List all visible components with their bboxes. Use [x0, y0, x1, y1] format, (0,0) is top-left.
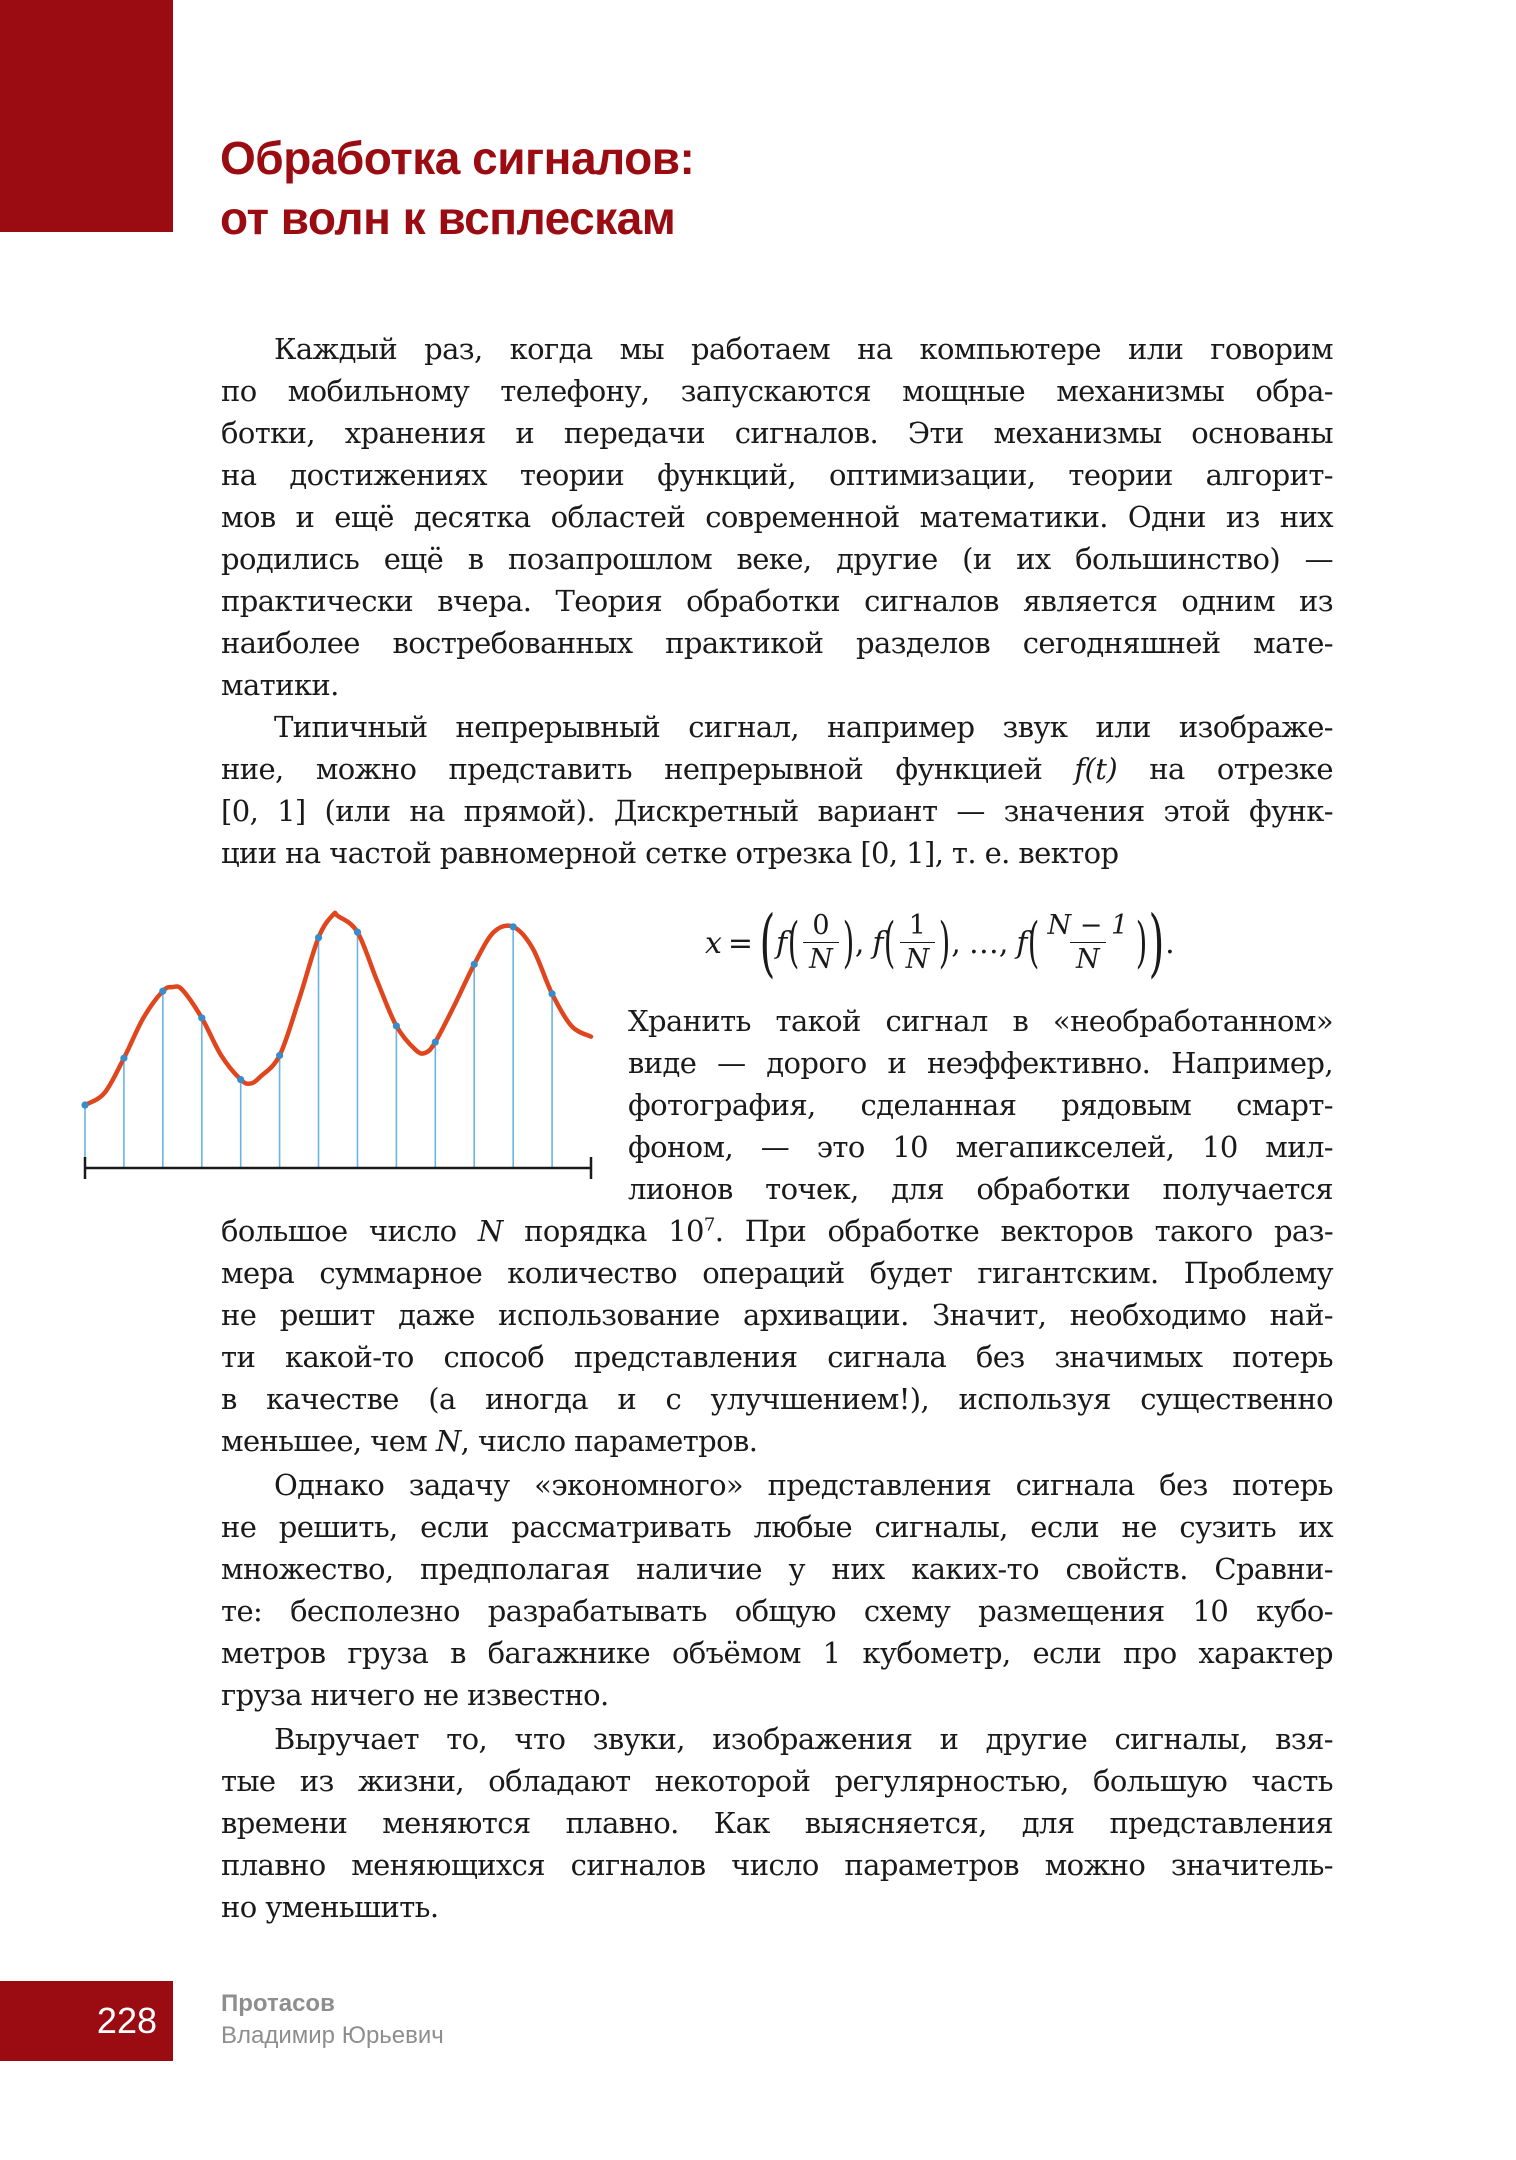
- denominator: N: [1070, 942, 1106, 977]
- text-line: в качестве (а иногда и с улучшением!), используя существенно: [221, 1382, 1333, 1416]
- math-n: N: [477, 1214, 503, 1248]
- text-span: ние, можно представить непрерывной функцией: [221, 752, 1075, 786]
- sample-point: [548, 990, 555, 997]
- formula-fraction-1: [900, 910, 936, 977]
- text-line: не решит даже использование архивации. Значит, необходимо най-: [221, 1298, 1333, 1332]
- text-line: груза ничего не известно.: [221, 1678, 609, 1712]
- text-line: Хранить такой сигнал в «необработанном»: [628, 1004, 1333, 1038]
- formula-equals: =: [727, 925, 754, 961]
- formula-lhs: x: [705, 925, 722, 961]
- denominator: N: [803, 942, 839, 977]
- text-line: [0, 1] (или на прямой). Дискретный вариант — значения этой функ-: [221, 794, 1333, 828]
- text-line: ти какой-то способ представления сигнала без значимых потерь: [221, 1340, 1333, 1374]
- formula-paren: (: [1028, 911, 1040, 974]
- page-number: 228: [96, 2000, 157, 2041]
- sample-point: [81, 1101, 88, 1108]
- text-line-n: [221, 1210, 1333, 1252]
- text-span: . При обработке векторов такого раз-: [714, 1214, 1334, 1248]
- sample-point: [393, 1022, 400, 1029]
- text-line: множество, предполагая наличие у них каких-то свойств. Сравни-: [221, 1552, 1333, 1586]
- text-line: фотография, сделанная рядовым смарт-: [628, 1088, 1333, 1122]
- sample-stems: [85, 927, 552, 1168]
- exponent: 7: [703, 1214, 715, 1236]
- sample-point: [510, 923, 517, 930]
- sample-point: [198, 1014, 205, 1021]
- vector-formula: [705, 893, 1175, 993]
- text-line: метров груза в багажнике объёмом 1 кубометр, если про характер: [221, 1636, 1333, 1670]
- sample-point: [237, 1076, 244, 1083]
- formula-f: f: [775, 925, 788, 961]
- page-number-block: [0, 1981, 173, 2061]
- text-line: Однако задачу «экономного» представления сигнала без потерь: [274, 1468, 1333, 1502]
- text-line: практически вчера. Теория обработки сигналов является одним из: [221, 584, 1333, 618]
- formula-f: f: [872, 925, 884, 961]
- text-line: мов и ещё десятка областей современной математики. Одни из них: [221, 500, 1333, 534]
- numerator: N − 1: [1047, 909, 1129, 941]
- author-first-name: Владимир Юрьевич: [221, 2022, 444, 2049]
- sample-point: [354, 929, 361, 936]
- text-line: наиболее востребованных практикой разделов сегодняшней мате-: [221, 626, 1333, 660]
- formula-comma: ,: [951, 925, 961, 961]
- text-span: большое число: [221, 1214, 478, 1248]
- formula-ellipsis: …,: [968, 925, 1009, 961]
- text-span: , число параметров.: [460, 1424, 758, 1458]
- page-title: [220, 128, 694, 248]
- text-line: мера суммарное количество операций будет гигантским. Проблему: [221, 1256, 1333, 1290]
- text-line: родились ещё в позапрошлом веке, другие (и их большинство) —: [221, 542, 1333, 576]
- sample-point: [315, 934, 322, 941]
- text-line: матики.: [221, 668, 339, 702]
- text-line: фоном, — это 10 мегапикселей, 10 мил-: [628, 1130, 1333, 1164]
- formula-period: .: [1165, 925, 1175, 961]
- denominator: N: [900, 942, 936, 977]
- text-line: плавно меняющихся сигналов число параметров можно значитель-: [221, 1848, 1333, 1882]
- formula-fraction-n: [1044, 910, 1133, 977]
- formula-f: f: [1016, 925, 1028, 961]
- sample-point: [276, 1052, 283, 1059]
- text-line: не решить, если рассматривать любые сигналы, если не сузить их: [221, 1510, 1333, 1544]
- sample-point: [120, 1055, 127, 1062]
- text-span: порядка 10: [502, 1214, 704, 1248]
- sample-point: [159, 988, 166, 995]
- text-span: на отрезке: [1117, 752, 1333, 786]
- formula-paren: (: [884, 911, 896, 974]
- text-line-ft: [221, 748, 1333, 790]
- math-n: N: [435, 1424, 461, 1458]
- header-accent-block: [0, 0, 173, 232]
- formula-paren: (: [787, 911, 800, 974]
- text-line: времени меняются плавно. Как выясняется, для представления: [221, 1806, 1333, 1840]
- text-line: лионов точек, для обработки получается: [628, 1172, 1333, 1206]
- signal-curve: [85, 913, 591, 1105]
- formula-comma: ,: [854, 925, 865, 961]
- text-line: ботки, хранения и передачи сигналов. Эти механизмы основаны: [221, 416, 1333, 450]
- sample-point: [471, 961, 478, 968]
- formula-paren: ): [938, 911, 951, 974]
- signal-chart: [70, 895, 610, 1185]
- numerator: 0: [812, 909, 830, 941]
- formula-paren: ): [1135, 911, 1148, 974]
- text-line: Выручает то, что звуки, изображения и другие сигналы, взя-: [274, 1722, 1333, 1756]
- text-line: виде — дорого и неэффективно. Например,: [628, 1046, 1333, 1080]
- text-line: на достижениях теории функций, оптимизации, теории алгорит-: [221, 458, 1333, 492]
- text-line: те: бесполезно разрабатывать общую схему размещения 10 кубо-: [221, 1594, 1333, 1628]
- math-f: f: [1074, 752, 1085, 786]
- author-last-name: Протасов: [221, 1990, 335, 2017]
- numerator: 1: [908, 909, 926, 941]
- text-line: ции на частой равномерной сетке отрезка [0, 1], т. е. вектор: [221, 836, 1119, 870]
- math-t: (t): [1084, 752, 1118, 786]
- title-line-2: от волн к всплескам: [220, 192, 676, 244]
- title-line-1: Обработка сигналов:: [220, 132, 695, 184]
- sample-point: [432, 1038, 439, 1045]
- formula-fraction-0: [803, 910, 839, 977]
- text-line: Каждый раз, когда мы работаем на компьютере или говорим: [274, 332, 1333, 366]
- text-line: по мобильному телефону, запускаются мощные механизмы обра-: [221, 374, 1333, 408]
- formula-paren-open: (: [759, 900, 776, 986]
- text-line-less: [221, 1420, 1333, 1462]
- formula-paren-close: ): [1148, 900, 1165, 986]
- text-span: меньшее, чем: [221, 1424, 436, 1458]
- formula-paren: ): [842, 911, 855, 974]
- text-line: Типичный непрерывный сигнал, например звук или изображе-: [274, 710, 1333, 744]
- text-line: тые из жизни, обладают некоторой регулярностью, большую часть: [221, 1764, 1333, 1798]
- text-line: но уменьшить.: [221, 1890, 439, 1924]
